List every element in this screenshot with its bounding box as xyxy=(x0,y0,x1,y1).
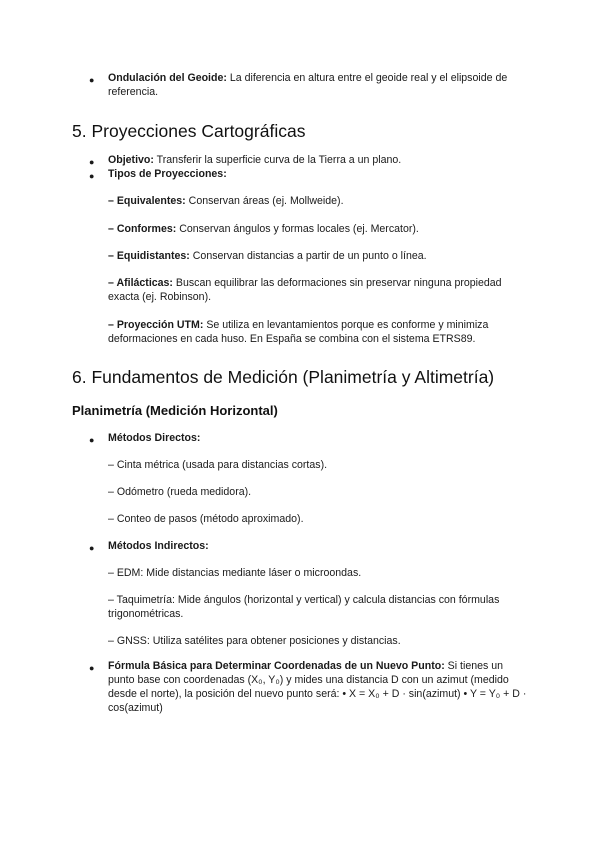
tipo-label: – Conformes: xyxy=(108,223,177,235)
objetivo-label: Objetivo: xyxy=(108,154,154,166)
planimetria-subtitle: Planimetría (Medición Horizontal) xyxy=(72,403,278,418)
directos-item: – Conteo de pasos (método aproximado). xyxy=(108,513,304,525)
tipo-text: Se utiliza en levantamientos porque es conforme y minimiza deformaciones en cada huso. En España se combina con el sistema ETRS89. xyxy=(108,319,489,345)
tipo-label: – Equivalentes: xyxy=(108,195,186,207)
tipo-equidistantes xyxy=(108,249,528,263)
bullet-icon xyxy=(89,155,94,169)
indirectos-item: – Taquimetría: Mide ángulos (horizontal y vertical) y calcula distancias con fórmulas trigonométricas. xyxy=(108,594,500,620)
bullet-icon xyxy=(89,169,94,183)
tipo-label: – Equidistantes: xyxy=(108,250,190,262)
tipo-label: – Proyección UTM: xyxy=(108,319,204,331)
objetivo-item xyxy=(108,153,538,167)
tipo-utm xyxy=(108,318,528,346)
section-5-title: 5. Proyecciones Cartográficas xyxy=(72,121,306,141)
directos-item: – Cinta métrica (usada para distancias cortas). xyxy=(108,459,328,471)
tipo-text: Buscan equilibrar las deformaciones sin preservar ninguna propiedad exacta (ej. Robinson). xyxy=(108,277,502,303)
tipo-text: Conservan ángulos y formas locales (ej. Mercator). xyxy=(176,223,419,235)
formula-text: Si tienes un punto base con coordenadas (X₀, Y₀) y mides una distancia D con un azimut (medido desde el norte), la posición del nuevo punto será: • X = X₀ + D · sin(azimut) • Y = Y₀ + D · cos(azimut) xyxy=(108,660,527,714)
bullet-icon xyxy=(89,73,94,87)
formula-item xyxy=(108,659,530,715)
section-6-title: 6. Fundamentos de Medición (Planimetría y Altimetría) xyxy=(72,367,495,387)
bullet-icon xyxy=(89,433,94,447)
tipo-label: – Afilácticas: xyxy=(108,277,173,289)
tipo-text: Conservan áreas (ej. Mollweide). xyxy=(185,195,344,207)
indirectos-item: – EDM: Mide distancias mediante láser o microondas. xyxy=(108,567,362,579)
tipo-conformes xyxy=(108,222,528,236)
bullet-icon xyxy=(89,661,94,675)
ondulacion-label: Ondulación del Geoide: xyxy=(108,72,227,84)
tipo-afilacticas xyxy=(108,276,528,304)
indirectos-label: Métodos Indirectos: xyxy=(108,540,209,552)
ondulacion-text: La diferencia en altura entre el geoide real y el elipsoide de referencia. xyxy=(108,72,508,98)
tipo-equivalentes xyxy=(108,194,528,208)
indirectos-item: – GNSS: Utiliza satélites para obtener posiciones y distancias. xyxy=(108,635,401,647)
tipo-text: Conservan distancias a partir de un punto o línea. xyxy=(189,250,427,262)
objetivo-text: Transferir la superficie curva de la Tierra a un plano. xyxy=(153,154,402,166)
directos-label: Métodos Directos: xyxy=(108,432,201,444)
directos-item: – Odómetro (rueda medidora). xyxy=(108,486,252,498)
formula-label: Fórmula Básica para Determinar Coordenadas de un Nuevo Punto: xyxy=(108,660,445,672)
bullet-icon xyxy=(89,541,94,555)
ondulacion-item xyxy=(108,71,538,99)
tipos-label: Tipos de Proyecciones: xyxy=(108,168,227,180)
